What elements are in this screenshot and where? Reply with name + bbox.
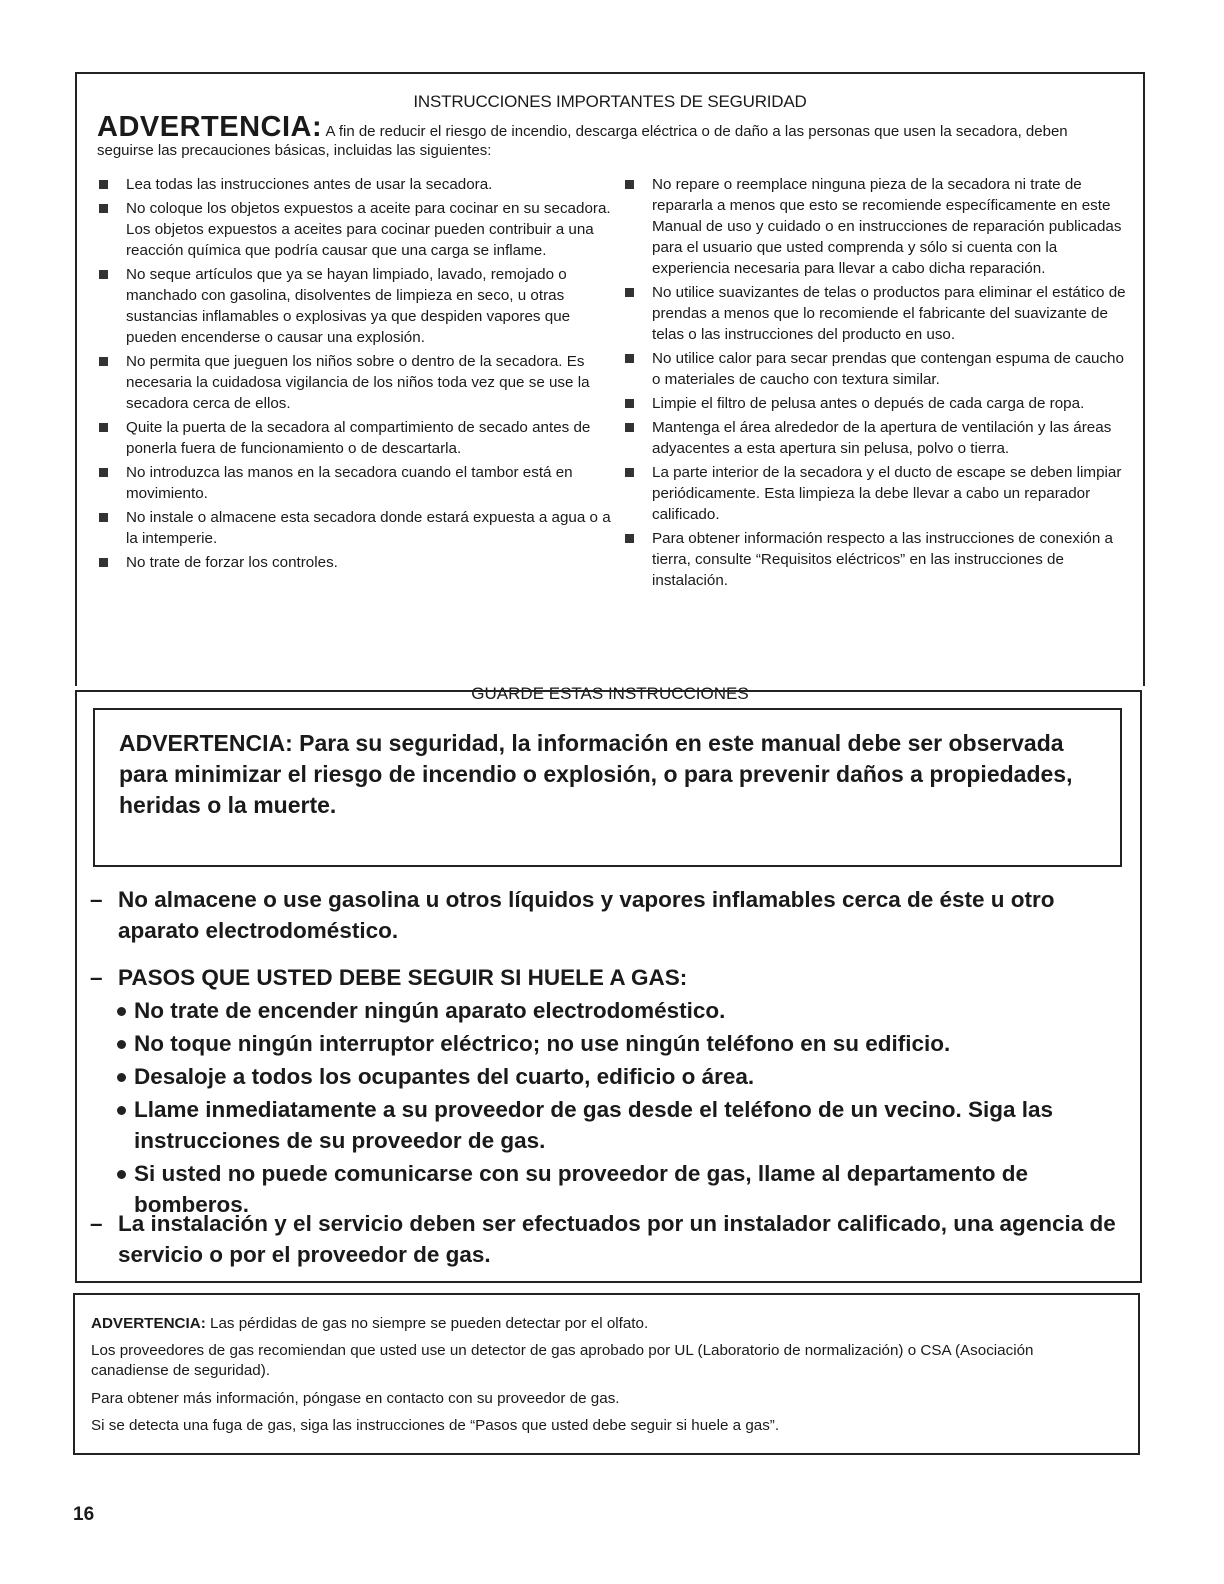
save-instructions-footer: GUARDE ESTAS INSTRUCCIONES — [471, 684, 749, 703]
bullet-square-icon — [99, 270, 108, 279]
list-item: Lea todas las instrucciones antes de usar la secadora. — [97, 174, 613, 195]
bullet-square-icon — [99, 558, 108, 567]
list-item: Mantenga el área alrededor de la apertura de ventilación y las áreas adyacentes a esta apertura sin pelusa, polvo o tierra. — [623, 417, 1128, 459]
bullet-dot-icon — [117, 1073, 126, 1082]
intro-text: A fin de reducir el riesgo de incendio, descarga eléctrica o de daño a las personas que usen la secadora, deben seguirse las precauciones básicas, incluidas las siguientes: — [97, 123, 1068, 159]
detector-note-line: Si se detecta una fuga de gas, siga las instrucciones de “Pasos que usted debe seguir si huele a gas”. — [91, 1417, 780, 1434]
right-precautions-list — [623, 174, 1128, 594]
left-precautions-list — [97, 174, 613, 576]
bullet-square-icon — [99, 423, 108, 432]
dash-item-installation: – La instalación y el servicio deben ser efectuados por un instalador calificado, una agencia de servicio o por el proveedor de gas. — [90, 1208, 1130, 1270]
bullet-square-icon — [99, 468, 108, 477]
bullet-square-icon — [99, 357, 108, 366]
list-item: No repare o reemplace ninguna pieza de la secadora ni trate de repararla a menos que esto se recomiende específicamente en este Manual de uso y cuidado o en instrucciones de reparación publicadas para el usuario que usted comprenda y sólo si cuenta con la experiencia necesaria para llevar a cabo dicha reparación. — [623, 174, 1128, 279]
list-item: No utilice suavizantes de telas o productos para eliminar el estático de prendas a menos que lo recomiende el fabricante del suavizante de telas o las instrucciones del producto en uso. — [623, 282, 1128, 345]
list-item: No instale o almacene esta secadora donde estará expuesta a agua o a la intemperie. — [97, 507, 613, 549]
bullet-square-icon — [99, 513, 108, 522]
gas-steps-list — [117, 995, 1117, 1222]
detector-note-line: ADVERTENCIA: Las pérdidas de gas no siempre se pueden detectar por el olfato. — [91, 1315, 649, 1332]
bullet-dot-icon — [117, 1007, 126, 1016]
bullet-dot-icon — [117, 1170, 126, 1179]
boxed-warning — [93, 708, 1122, 867]
bullet-square-icon — [625, 354, 634, 363]
bullet-square-icon — [625, 468, 634, 477]
gas-detector-note-box — [73, 1293, 1140, 1455]
list-item: Desaloje a todos los ocupantes del cuarto, edificio o área. — [117, 1061, 1117, 1092]
safety-heading: INSTRUCCIONES IMPORTANTES DE SEGURIDAD — [413, 92, 807, 111]
boxed-warning-text: ADVERTENCIA: Para su seguridad, la información en este manual debe ser observada para minimizar el riesgo de incendio o explosión, o para prevenir daños a propiedades, heridas o la muerte. — [119, 730, 1073, 818]
list-item: No toque ningún interruptor eléctrico; no use ningún teléfono en su edificio. — [117, 1028, 1117, 1059]
bullet-dot-icon — [117, 1040, 126, 1049]
safety-intro — [97, 111, 1123, 160]
dash-icon: – — [90, 965, 103, 990]
bullet-square-icon — [99, 180, 108, 189]
dash-item-gas-steps-heading: – PASOS QUE USTED DEBE SEGUIR SI HUELE A GAS: — [90, 962, 1130, 993]
dash-icon: – — [90, 1211, 103, 1236]
bullet-square-icon — [625, 534, 634, 543]
dash-item-gasoline: – No almacene o use gasolina u otros líquidos y vapores inflamables cerca de éste u otro aparato electrodoméstico. — [90, 884, 1130, 946]
list-item: No introduzca las manos en la secadora cuando el tambor está en movimiento. — [97, 462, 613, 504]
list-item: No trate de forzar los controles. — [97, 552, 613, 573]
bullet-square-icon — [625, 180, 634, 189]
gas-warning-box — [75, 690, 1142, 1283]
page-number: 16 — [73, 1504, 95, 1525]
list-item: No coloque los objetos expuestos a aceite para cocinar en su secadora. Los objetos expuestos a aceites para cocinar pueden contribuir a una reacción química que podría causar que una carga se inflame. — [97, 198, 613, 261]
detector-note-line: Los proveedores de gas recomiendan que usted use un detector de gas aprobado por UL (Laboratorio de normalización) o CSA (Asociación canadiense de seguridad). — [91, 1342, 1034, 1379]
bullet-dot-icon — [117, 1106, 126, 1115]
list-item: Llame inmediatamente a su proveedor de gas desde el teléfono de un vecino. Siga las instrucciones de su proveedor de gas. — [117, 1094, 1117, 1156]
dash-icon: – — [90, 887, 103, 912]
list-item: Si usted no puede comunicarse con su proveedor de gas, llame al departamento de bomberos. — [117, 1158, 1117, 1220]
list-item: Limpie el filtro de pelusa antes o depués de cada carga de ropa. — [623, 393, 1128, 414]
list-item: No permita que jueguen los niños sobre o dentro de la secadora. Es necesaria la cuidadosa vigilancia de los niños toda vez que se use la secadora cerca de ellos. — [97, 351, 613, 414]
list-item: Quite la puerta de la secadora al compartimiento de secado antes de ponerla fuera de funcionamiento o de descartarla. — [97, 417, 613, 459]
warning-word: ADVERTENCIA: — [91, 1315, 206, 1332]
detector-note-line: Para obtener más información, póngase en contacto con su proveedor de gas. — [91, 1390, 620, 1407]
list-item: No seque artículos que ya se hayan limpiado, lavado, remojado o manchado con gasolina, disolventes de limpieza en seco, u otras sustancias inflamables o explosivas ya que despiden vapores que pueden encenderse o causar una explosión. — [97, 264, 613, 348]
list-item: No utilice calor para secar prendas que contengan espuma de caucho o materiales de caucho con textura similar. — [623, 348, 1128, 390]
list-item: Para obtener información respecto a las instrucciones de conexión a tierra, consulte “Requisitos eléctricos” en las instrucciones de instalación. — [623, 528, 1128, 591]
list-item: La parte interior de la secadora y el ducto de escape se deben limpiar periódicamente. Esta limpieza la debe llevar a cabo un reparador calificado. — [623, 462, 1128, 525]
bullet-square-icon — [625, 423, 634, 432]
safety-instructions-box — [75, 72, 1145, 703]
bullet-square-icon — [99, 204, 108, 213]
bullet-square-icon — [625, 399, 634, 408]
warning-word: ADVERTENCIA: — [97, 111, 323, 143]
list-item: No trate de encender ningún aparato electrodoméstico. — [117, 995, 1117, 1026]
bullet-square-icon — [625, 288, 634, 297]
